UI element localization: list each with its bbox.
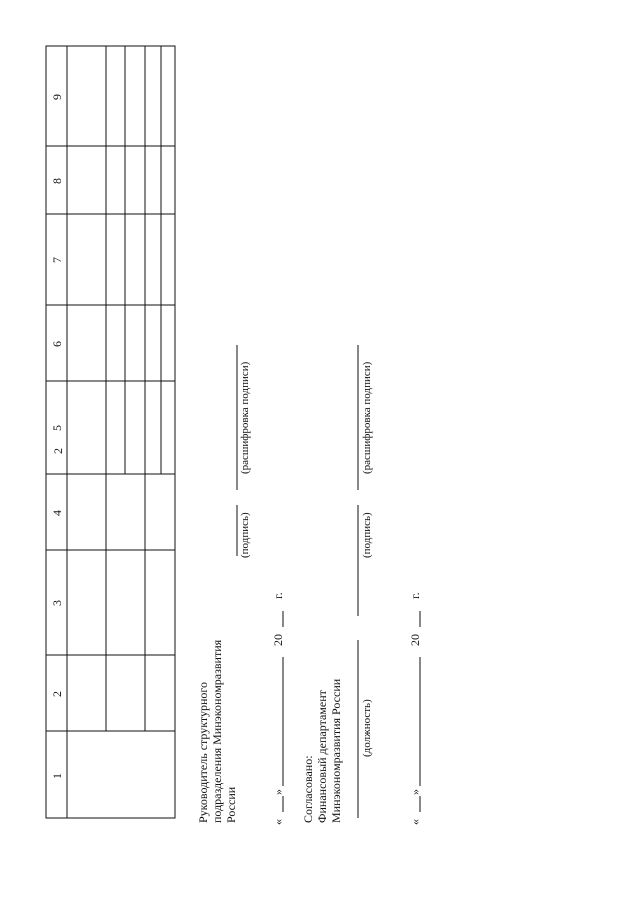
head-title-line: России <box>224 786 238 823</box>
table-frame <box>46 46 175 818</box>
approval-signature-caption: (подпись) <box>361 512 373 558</box>
approval-date-close-quote: » <box>408 789 422 795</box>
column-number: 3 <box>50 600 64 606</box>
head-date-year-prefix: 20 <box>271 634 285 646</box>
column-number: 8 <box>50 178 64 184</box>
approval-decoding-caption: (расшифровка подписи) <box>361 361 373 474</box>
head-date-year-suffix: г. <box>271 592 285 599</box>
column-number: 5 <box>50 425 64 431</box>
column-number: 4 <box>50 510 64 516</box>
approval-position-caption: (должность) <box>361 699 373 757</box>
approval-date-open-quote: « <box>408 819 422 825</box>
head-title-line: Руководитель структурного <box>196 681 210 823</box>
head-decoding-caption: (расшифровка подписи) <box>239 361 251 474</box>
column-number: 7 <box>50 257 64 263</box>
head-date-open-quote: « <box>271 819 285 825</box>
approval-title-line: Минэкономразвития России <box>329 678 343 823</box>
column-number: 9 <box>50 94 64 100</box>
column-number: 1 <box>50 773 64 779</box>
head-signature-caption: (подпись) <box>239 512 251 558</box>
head-date-close-quote: » <box>271 789 285 795</box>
approval-title-line: Финансовый департамент <box>315 690 329 823</box>
head-title-line: подразделения Минэкономразвития <box>210 639 224 823</box>
approval-date-year-suffix: г. <box>408 592 422 599</box>
column-number: 6 <box>50 341 64 347</box>
column-number: 2 <box>50 691 64 697</box>
approval-title-line: Согласовано: <box>301 755 315 823</box>
approval-date-year-prefix: 20 <box>408 634 422 646</box>
page-number: 2 <box>51 448 65 454</box>
